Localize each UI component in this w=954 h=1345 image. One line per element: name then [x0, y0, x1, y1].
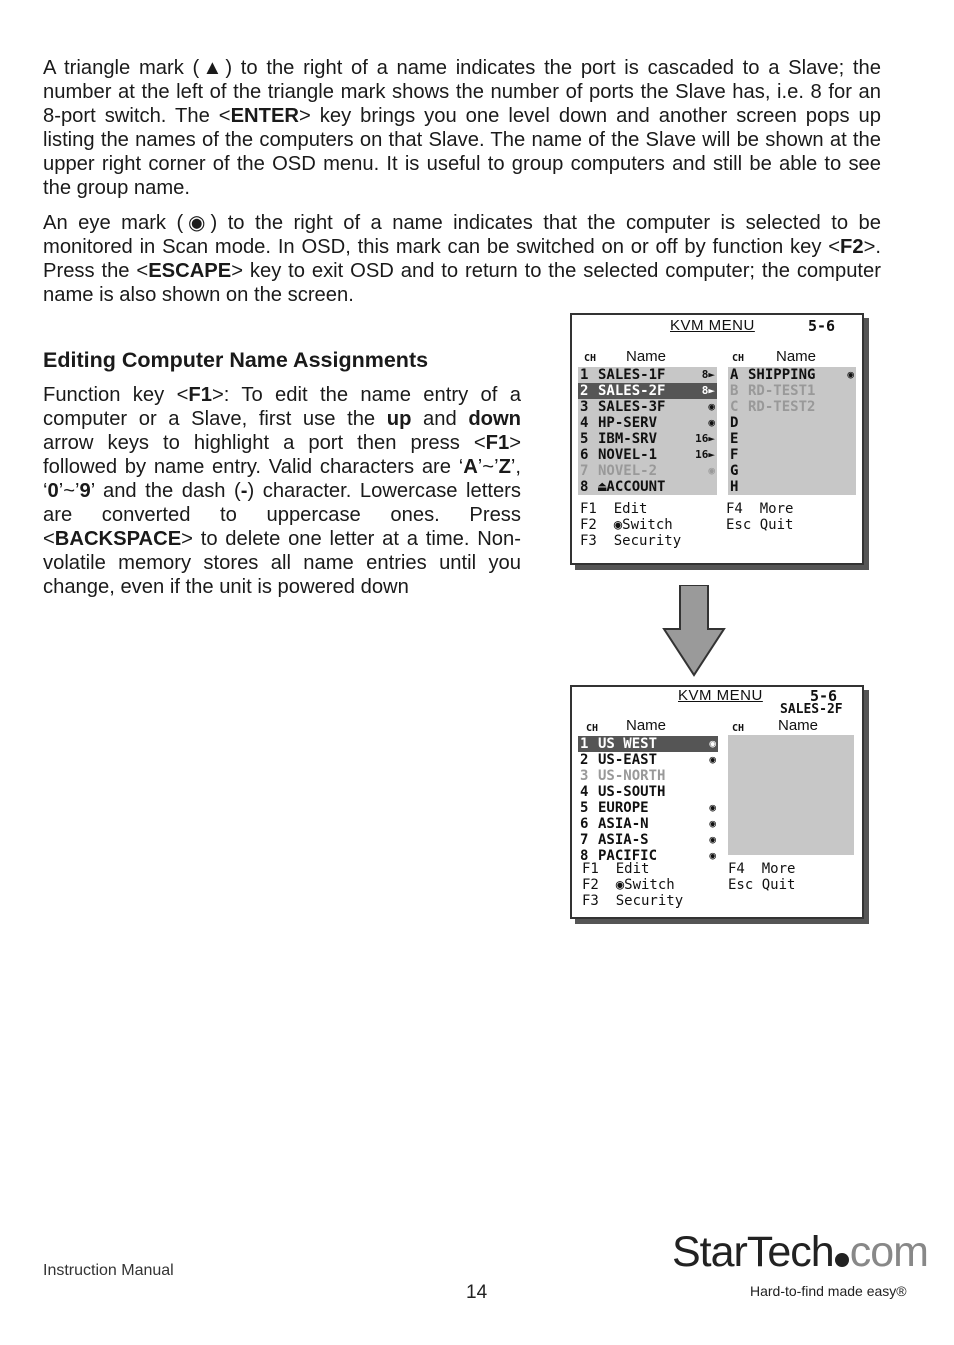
- osd-main-menu: [570, 313, 864, 565]
- function-keys-left: [580, 501, 681, 549]
- paragraph-eye-mark: An eye mark (◉) to the right of a name indicates that the computer is selected to be monitored in Scan mode. In OSD, this mark can be switched on or off by function key <F2>. Press the <ESCAPE> key to exit OSD and to return to the selected computer; the computer name is also shown on the screen.: [43, 212, 881, 306]
- slave-name: SALES-2F: [780, 702, 843, 717]
- port-row[interactable]: [578, 752, 718, 768]
- paragraph-triangle-mark: A triangle mark (▲) to the right of a name indicates the port is cascaded to a Slave; the number at the left of the triangle mark shows the number of ports the Slave has, i.e. 8 for an 8-port switch. The <ENTER> key brings you one level down and another screen pops up listing the names of the computers on that Slave. The name of the Slave will be shown at the upper right corner of the OSD menu. It is useful to group computers and still be able to see the group name.: [43, 57, 881, 199]
- port-row[interactable]: [728, 399, 856, 415]
- port-row[interactable]: [578, 415, 717, 431]
- osd-port-number: 5-6: [808, 317, 836, 335]
- port-row[interactable]: [578, 816, 718, 832]
- port-mark-icon: [854, 383, 856, 399]
- paragraph-editing: Function key <F1>: To edit the name entry of a computer or a Slave, first use the up and down arrow keys to highlight a port then press <F1> followed by name entry. Valid characters are ‘A’~’Z’, ‘0’~’9’ and the dash (-) character. Lowercase letters are converted to uppercase ones. Press <BACKSPACE> to delete one letter at a time. Non-volatile memory stores all name entries until you change, even if the unit is powered down: [43, 384, 522, 598]
- port-row[interactable]: [578, 367, 717, 383]
- port-mark-icon: ◉: [708, 464, 715, 477]
- port-mark-icon: 8►: [701, 384, 715, 397]
- port-row[interactable]: [728, 479, 856, 495]
- port-mark-icon: [715, 479, 717, 495]
- port-channel: 8: [580, 848, 589, 864]
- port-name: NOVEL-2: [598, 463, 658, 479]
- port-row[interactable]: [728, 367, 856, 383]
- fkey-security: F3 Security: [582, 893, 684, 909]
- port-name: ASIA-S: [598, 832, 649, 848]
- function-keys-left: [582, 861, 683, 909]
- port-name: ASIA-N: [598, 816, 649, 832]
- fkey-switch: F2 ◉Switch: [580, 517, 673, 533]
- port-row[interactable]: [578, 800, 718, 816]
- port-row[interactable]: [578, 447, 717, 463]
- port-row[interactable]: [578, 784, 718, 800]
- ch-header: CH: [732, 353, 745, 364]
- port-mark-icon: ◉: [709, 737, 716, 750]
- port-channel: 7: [580, 463, 589, 479]
- name-header: Name: [776, 348, 817, 365]
- port-channel: F: [730, 447, 739, 463]
- port-name: HP-SERV: [598, 415, 658, 431]
- port-channel: 2: [580, 383, 589, 399]
- port-row[interactable]: [578, 399, 717, 415]
- port-name: SALES-3F: [598, 399, 666, 415]
- port-channel: 7: [580, 832, 589, 848]
- port-name: US-NORTH: [598, 768, 666, 784]
- port-name: ⏏ACCOUNT: [598, 479, 666, 495]
- port-mark-icon: [854, 431, 856, 447]
- port-channel: 5: [580, 431, 589, 447]
- port-mark-icon: [854, 463, 856, 479]
- port-channel: 2: [580, 752, 589, 768]
- port-channel: D: [730, 415, 739, 431]
- footer-manual-label: Instruction Manual: [43, 1262, 174, 1279]
- port-mark-icon: ◉: [708, 416, 715, 429]
- port-row[interactable]: [728, 463, 856, 479]
- fkey-more: F4 More: [726, 501, 794, 517]
- osd-title: KVM MENU: [670, 317, 755, 334]
- ch-header: CH: [732, 723, 745, 734]
- osd-slave-menu: [570, 685, 864, 919]
- port-name: US WEST: [598, 736, 658, 752]
- fkey-quit: Esc Quit: [728, 877, 796, 893]
- port-name: RD-TEST2: [748, 399, 816, 415]
- port-row[interactable]: [578, 431, 717, 447]
- port-mark-icon: ◉: [708, 400, 715, 413]
- port-row[interactable]: [578, 736, 718, 752]
- port-row[interactable]: [728, 383, 856, 399]
- port-mark-icon: ◉: [709, 817, 716, 830]
- port-mark-icon: ◉: [709, 753, 716, 766]
- right-list-shade: [728, 735, 854, 855]
- osd-title: KVM MENU: [678, 687, 763, 704]
- ch-header: CH: [586, 723, 599, 734]
- port-row[interactable]: [578, 383, 717, 399]
- port-name: NOVEL-1: [598, 447, 658, 463]
- port-channel: C: [730, 399, 739, 415]
- name-header: Name: [626, 348, 667, 365]
- port-name: SHIPPING: [748, 367, 816, 383]
- port-name: US-SOUTH: [598, 784, 666, 800]
- slave-port-list: [578, 736, 718, 864]
- down-arrow-icon: [662, 585, 726, 677]
- function-keys-right: [728, 861, 795, 893]
- right-port-list: [728, 367, 856, 495]
- port-name: IBM-SRV: [598, 431, 658, 447]
- port-row[interactable]: [578, 463, 717, 479]
- port-row[interactable]: [578, 768, 718, 784]
- fkey-edit: F1 Edit: [580, 501, 648, 517]
- startech-logo: StarTech com: [672, 1228, 928, 1276]
- osd-port-number: 5-6: [810, 687, 838, 705]
- port-channel: 6: [580, 816, 589, 832]
- port-channel: B: [730, 383, 739, 399]
- name-header: Name: [626, 717, 667, 734]
- port-mark-icon: [716, 784, 718, 800]
- name-header: Name: [778, 717, 819, 734]
- fkey-edit: F1 Edit: [582, 861, 650, 877]
- port-name: PACIFIC: [598, 848, 658, 864]
- port-channel: 4: [580, 784, 589, 800]
- logo-dot-icon: [835, 1253, 849, 1267]
- function-keys-right: [726, 501, 793, 533]
- port-name: EUROPE: [598, 800, 649, 816]
- port-channel: 6: [580, 447, 589, 463]
- port-channel: E: [730, 431, 739, 447]
- port-channel: 3: [580, 399, 589, 415]
- port-name: US-EAST: [598, 752, 658, 768]
- fkey-switch: F2 ◉Switch: [582, 877, 675, 893]
- port-channel: 1: [580, 367, 589, 383]
- port-row[interactable]: [578, 479, 717, 495]
- port-channel: 3: [580, 768, 589, 784]
- port-mark-icon: 16►: [695, 432, 715, 445]
- port-channel: 4: [580, 415, 589, 431]
- port-row[interactable]: [728, 447, 856, 463]
- port-mark-icon: ◉: [709, 849, 716, 862]
- port-mark-icon: [716, 768, 718, 784]
- port-channel: A: [730, 367, 739, 383]
- port-name: RD-TEST1: [748, 383, 816, 399]
- port-row[interactable]: [728, 415, 856, 431]
- port-name: SALES-2F: [598, 383, 666, 399]
- port-row[interactable]: [578, 832, 718, 848]
- port-mark-icon: ◉: [709, 833, 716, 846]
- logo-tagline: Hard-to-find made easy®: [750, 1283, 907, 1299]
- port-mark-icon: ◉: [847, 368, 854, 381]
- ch-header: CH: [584, 353, 597, 364]
- port-channel: G: [730, 463, 739, 479]
- port-channel: 8: [580, 479, 589, 495]
- port-mark-icon: [854, 447, 856, 463]
- port-mark-icon: [854, 399, 856, 415]
- port-channel: 5: [580, 800, 589, 816]
- port-mark-icon: ◉: [709, 801, 716, 814]
- fkey-more: F4 More: [728, 861, 796, 877]
- left-port-list: [578, 367, 717, 495]
- fkey-security: F3 Security: [580, 533, 682, 549]
- port-mark-icon: 16►: [695, 448, 715, 461]
- port-mark-icon: [854, 415, 856, 431]
- fkey-quit: Esc Quit: [726, 517, 794, 533]
- port-channel: 1: [580, 736, 589, 752]
- port-mark-icon: 8►: [701, 368, 715, 381]
- page-number: 14: [466, 1282, 488, 1303]
- section-heading: Editing Computer Name Assignments: [43, 348, 429, 372]
- port-channel: H: [730, 479, 739, 495]
- port-row[interactable]: [728, 431, 856, 447]
- port-mark-icon: [854, 479, 856, 495]
- port-name: SALES-1F: [598, 367, 666, 383]
